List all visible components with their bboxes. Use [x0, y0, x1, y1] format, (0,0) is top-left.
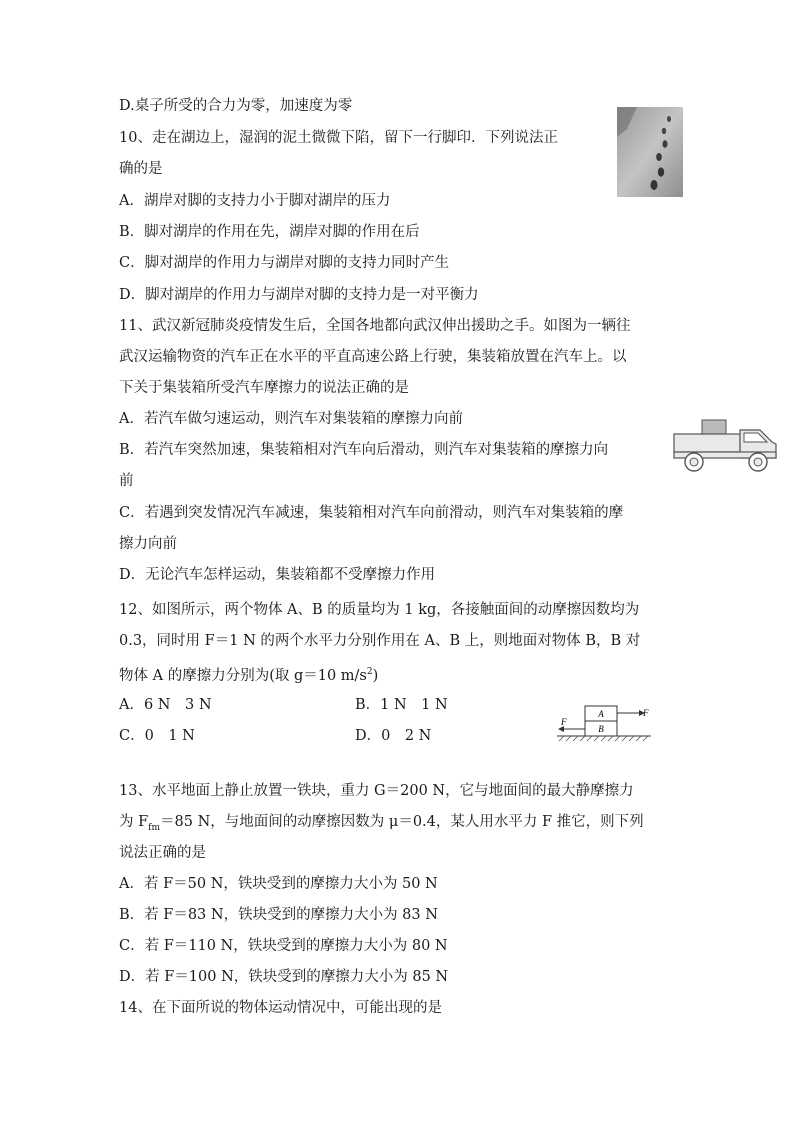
question-14-stem: 14、在下面所说的物体运动情况中，可能出现的是 [119, 1000, 442, 1016]
question-10-stem: 10、走在湖边上，湿润的泥土微微下陷，留下一行脚印．下列说法正 [119, 130, 558, 146]
question-11-stem-2: 武汉运输物资的汽车正在水平的平直高速公路上行驶，集装箱放置在汽车上。以 [119, 349, 627, 365]
question-10-stem-cont: 确的是 [119, 161, 163, 177]
blocks-figure [555, 700, 655, 748]
q10-option-b: B．脚对湖岸的作用在先，湖岸对脚的作用在后 [119, 224, 420, 240]
q11-option-b: B．若汽车突然加速，集装箱相对汽车向后滑动，则汽车对集装箱的摩擦力向 [119, 442, 609, 458]
q12-option-d: D．0 2 N [355, 728, 432, 744]
question-12-stem-2: 0.3，同时用 F＝1 N 的两个水平力分别作用在 A、B 上，则地面对物体 B，B 对 [119, 633, 641, 649]
q11-option-a: A．若汽车做匀速运动，则汽车对集装箱的摩擦力向前 [119, 411, 463, 427]
q11-option-c-cont: 擦力向前 [119, 536, 177, 552]
truck-illustration [672, 418, 784, 476]
q12-option-b: B．1 N 1 N [355, 697, 448, 713]
q13-option-c: C．若 F＝110 N，铁块受到的摩擦力大小为 80 N [119, 938, 448, 954]
q10-option-c: C．脚对湖岸的作用力与湖岸对脚的支持力同时产生 [119, 255, 450, 271]
q13-option-d: D．若 F＝100 N，铁块受到的摩擦力大小为 85 N [119, 969, 449, 985]
q10-option-a: A．湖岸对脚的支持力小于脚对湖岸的压力 [119, 193, 391, 209]
question-11-stem: 11、武汉新冠肺炎疫情发生后，全国各地都向武汉伸出援助之手。如图为一辆往 [119, 318, 631, 334]
q11-option-c: C．若遇到突发情况汽车减速，集装箱相对汽车向前滑动，则汽车对集装箱的摩 [119, 505, 624, 521]
block-b-label: B [598, 724, 604, 734]
question-13-stem-3: 说法正确的是 [119, 845, 206, 861]
footprints-photo [617, 107, 683, 197]
question-13-stem-2: 为 $F_{fm}=85$ N，与地面间的动摩擦因数为 μ＝0.4，某人用水平力 F 推它，则下列 [119, 814, 644, 833]
option-d-q9: D.桌子所受的合力为零，加速度为零 [119, 98, 353, 114]
q11-option-d: D．无论汽车怎样运动，集装箱都不受摩擦力作用 [119, 567, 436, 583]
q12-option-a: A．6 N 3 N [119, 697, 212, 713]
question-13-stem: 13、水平地面上静止放置一铁块，重力 G＝200 N，它与地面间的最大静摩擦力 [119, 783, 634, 799]
block-a-label: A [598, 709, 604, 719]
question-11-stem-3: 下关于集装箱所受汽车摩擦力的说法正确的是 [119, 380, 409, 396]
question-12-stem: 12、如图所示，两个物体 A、B 的质量均为 1 kg，各接触面间的动摩擦因数均为 [119, 602, 640, 618]
q12-option-c: C．0 1 N [119, 728, 195, 744]
question-12-stem-3: 物体 A 的摩擦力分别为(取 g＝10 $m/s^2$) [119, 667, 379, 684]
force-left-label: F [561, 717, 567, 727]
q11-option-b-cont: 前 [119, 473, 134, 489]
force-right-label: F [643, 708, 649, 718]
q13-option-b: B．若 F＝83 N，铁块受到的摩擦力大小为 83 N [119, 907, 438, 923]
container-box [702, 420, 726, 434]
q10-option-d: D．脚对湖岸的作用力与湖岸对脚的支持力是一对平衡力 [119, 287, 479, 303]
q13-option-a: A．若 F＝50 N，铁块受到的摩擦力大小为 50 N [119, 876, 438, 892]
